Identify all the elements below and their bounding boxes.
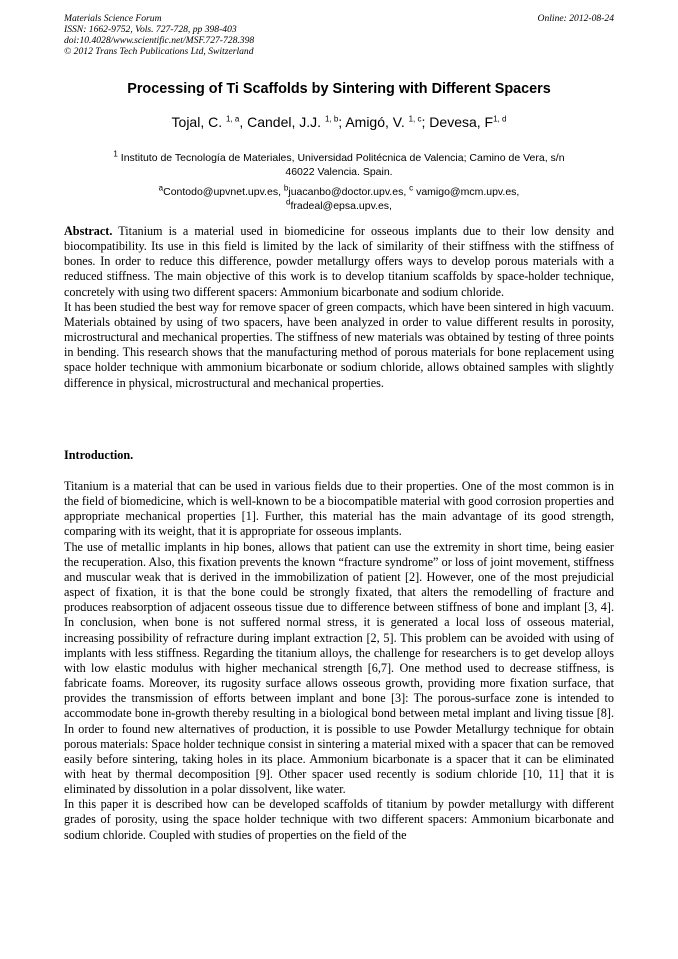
- abstract-label: Abstract.: [64, 224, 113, 238]
- intro-paragraph-2: The use of metallic implants in hip bones, allows that patient can use the extremity in short time, being easier the recuperation. Also, this fixation prevents the known “fracture syndrome” or loss of joint movement, stiffness and muscular weak that is derived in the immobilization of patient [2]. However, one of the most prejudicial aspect of fixation, it is that the bone could be strongly fixated, that alters the remodelling of fracture and produces reabsorption of adjacent osseous tissue due to difference between stiffness of bone and implant [3, 4]. In conclusion, when bone is not suffered normal stress, it is generated a local loss of osseous material, increasing possibility of refracture during implant extraction [2, 5]. This problem can be avoided with using of implants with less stiffness. Regarding the titanium alloys, the challenge for researchers is to get develop alloys with low elastic modulus with higher mechanical strength [6,7]. One method used to decrease stiffness, is fabricate foams. Moreover, its rugosity surface allows osseous growth, providing more fixation surface, that provides the transmission of efforts between implant and bone [3]: The porous-surface zone is intended to accommodate bone in-growth thereby resulting in a biological bond between metal implant and living tissue [8]. In order to found new alternatives of production, it is possible to use Powder Metallurgy technique for obtain porous materials: Space holder technique consist in sintering a material mixed with a spacer that can be removed easily before sintering, taking holes in its place. Ammonium bicarbonate is a spacer that it can be eliminated with heat by thermal decomposition [9]. Other spacer used recently is sodium chloride [10, 11] that it is eliminated by dissolution in a polar dissolvent, like water.: [64, 539, 614, 797]
- author-name: Devesa, F: [429, 114, 494, 130]
- author-separator: ;: [421, 114, 430, 130]
- author-emails: [64, 185, 614, 213]
- affiliation-line-1: Instituto de Tecnología de Materiales, Universidad Politécnica de Valencia; Camino de Vera, s/n: [120, 152, 565, 164]
- affiliation: [64, 151, 614, 179]
- email-sup: d: [286, 197, 291, 207]
- email-link[interactable]: vamigo@mcm.upv.es,: [416, 186, 520, 198]
- email-sup: a: [158, 183, 164, 193]
- abstract-text: Titanium is a material used in biomedicine for osseous implants due to their low density and biocompatibility. Its use in this field is limited by the lack of similarity of their stiffness with the stiffness of bones. In order to reduce this difference, powder metallurgy offers ways to develop porous materials with a reduced stiffness. The main objective of this work is to develop titanium scaffolds by space-holder technique, concretely with using two different spacers: Ammonium bicarbonate and sodium chloride.: [64, 224, 614, 299]
- author-separator: ,: [239, 114, 248, 130]
- abstract-paragraph-2: It has been studied the best way for remove spacer of green compacts, which have been sintered in high vacuum. Materials obtained by using of two spacers, have been analyzed in order to value different results in porosity, microstructural and mechanical properties. The stiffness of new materials was obtained by testing of three points in bending. This research shows that the manufacturing method of porous materials for bone replacement using space holder technique with ammonium bicarbonate or sodium chloride, allows obtained samples with slightly difference in physical, microstructural and mechanical properties.: [64, 299, 614, 390]
- affiliation-sup: 1: [113, 149, 118, 159]
- author-affil-sup: 1, b: [324, 114, 339, 124]
- author-name: Candel, J.J.: [247, 114, 322, 130]
- email-link[interactable]: Contodo@upvnet.upv.es,: [163, 186, 281, 198]
- email-sup: c: [409, 183, 414, 193]
- affiliation-line-2: 46022 Valencia. Spain.: [285, 166, 393, 178]
- copyright-line: © 2012 Trans Tech Publications Ltd, Switzerland: [64, 46, 254, 57]
- paper-title: Processing of Ti Scaffolds by Sintering with Different Spacers: [127, 81, 551, 97]
- abstract-paragraph-1: [64, 224, 614, 300]
- introduction-heading: Introduction.: [64, 448, 134, 462]
- author-separator: ;: [338, 114, 346, 130]
- author-name: Tojal, C.: [171, 114, 223, 130]
- email-link[interactable]: juacanbo@doctor.upv.es,: [288, 186, 407, 198]
- email-sup: b: [283, 183, 289, 193]
- intro-paragraph-3: In this paper it is described how can be developed scaffolds of titanium by powder metallurgy with different grades of porosity, using the space holder technique with two different spacers: Ammonium bicarbonate and sodium chloride. Coupled with studies of properties on the field of the: [64, 797, 614, 842]
- author-affil-sup: 1, a: [226, 114, 240, 124]
- author-list: [64, 112, 614, 132]
- author-affil-sup: 1, c: [408, 114, 422, 124]
- email-link[interactable]: fradeal@epsa.upv.es,: [290, 200, 392, 212]
- issn-line: ISSN: 1662-9752, Vols. 727-728, pp 398-403: [64, 24, 237, 35]
- intro-paragraph-1: Titanium is a material that can be used in various fields due to their properties. One of the most common is in the field of biomedicine, which is well-known to be a biocompatible material with good corrosion properties and appropriate mechanical properties [1]. Further, this material has the main advantage of its good strength, comparing with its weight, that it is appropriate for osseous implants.: [64, 479, 614, 539]
- journal-name: Materials Science Forum: [64, 13, 162, 24]
- online-date: Online: 2012-08-24: [537, 13, 614, 24]
- author-affil-sup: 1, d: [493, 114, 507, 124]
- journal-header: [64, 13, 254, 57]
- doi-line: doi:10.4028/www.scientific.net/MSF.727-728.398: [64, 35, 255, 46]
- abstract-section: [64, 224, 614, 391]
- author-name: Amigó, V.: [345, 114, 405, 130]
- introduction-section: [64, 479, 614, 843]
